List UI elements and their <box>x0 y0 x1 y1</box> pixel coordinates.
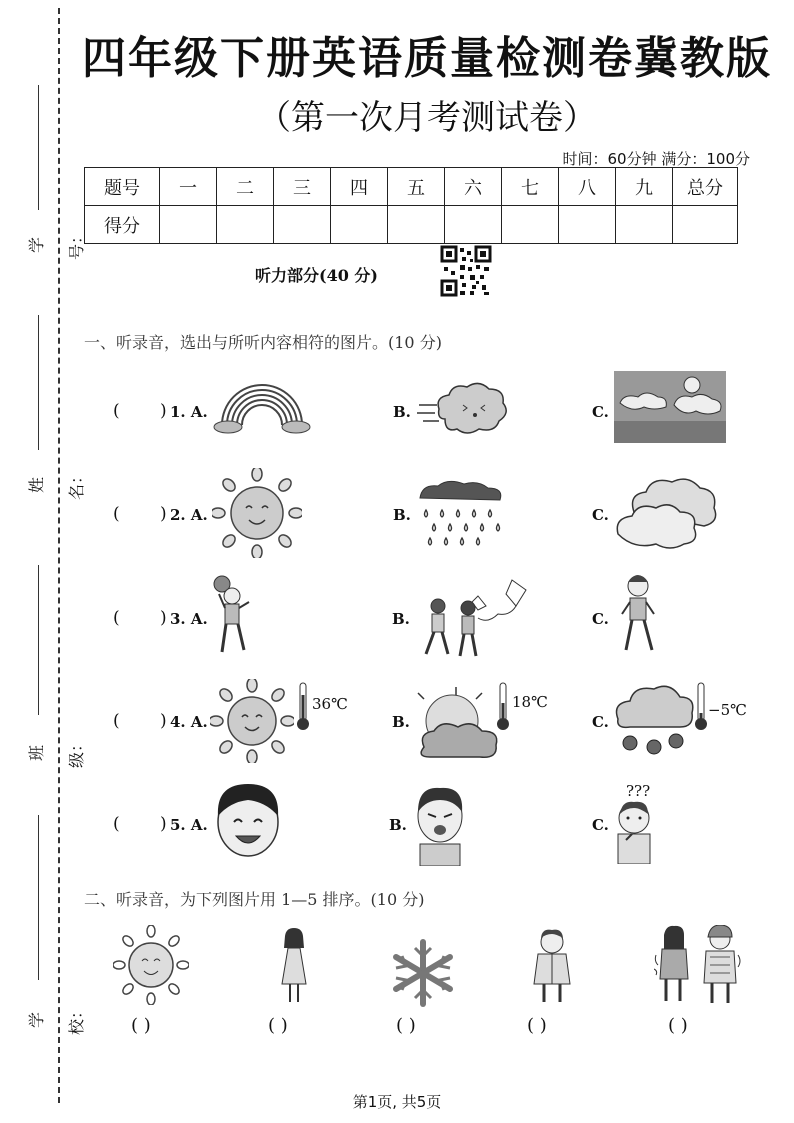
section1-title: 一、听录音，选出与所听内容相符的图片。(10 分) <box>84 333 442 352</box>
boy-coat-icon <box>528 928 576 1006</box>
score-header-cell: 总分 <box>673 168 738 206</box>
listening-heading: 听力部分(40 分) <box>255 266 378 285</box>
rain-cloud-icon <box>414 478 506 550</box>
option-c-label: C. <box>592 506 609 524</box>
option-b-label: B. <box>393 506 411 524</box>
thermometer-icon <box>694 681 708 731</box>
option-b-label: B. <box>393 403 411 421</box>
qr-code-icon[interactable] <box>440 245 492 297</box>
thermometer-icon <box>496 681 510 731</box>
sun-icon <box>113 925 189 1005</box>
score-cell[interactable] <box>445 206 502 244</box>
page-subtitle: （第一次月考测试卷） <box>257 98 597 138</box>
boy-confused-icon <box>612 800 656 864</box>
score-cell[interactable] <box>217 206 274 244</box>
section2-title: 二、听录音，为下列图片用 1—5 排序。(10 分) <box>84 890 425 909</box>
girl-dress-icon <box>280 928 308 1006</box>
score-cell[interactable] <box>331 206 388 244</box>
score-header-cell: 六 <box>445 168 502 206</box>
snow-cloud-icon <box>612 679 696 759</box>
question-number: 1. A. <box>170 403 208 421</box>
option-b-label: B. <box>392 610 410 628</box>
score-header-cell: 九 <box>616 168 673 206</box>
option-c-label: C. <box>592 403 609 421</box>
page-title: 四年级下册英语质量检测卷冀教版 <box>82 33 772 84</box>
score-cell[interactable] <box>616 206 673 244</box>
sunny-cloud-landscape-icon <box>614 371 726 443</box>
page-footer: 第1页, 共5页 <box>352 1093 442 1111</box>
score-cell[interactable] <box>388 206 445 244</box>
score-table-header-row <box>85 168 738 206</box>
question-number: 4. A. <box>170 713 208 731</box>
answer-paren-open[interactable]: ( <box>113 711 120 731</box>
name-label: 姓名： <box>27 467 86 500</box>
exam-meta: 时间：60分钟 满分：100分 <box>562 150 750 168</box>
temperature-label: 18℃ <box>512 693 548 711</box>
answer-paren-close: ) <box>160 504 167 524</box>
question-number: 5. A. <box>170 816 208 834</box>
answer-paren-close: ) <box>160 401 167 421</box>
wind-cloud-icon <box>415 379 515 439</box>
question-row <box>0 365 794 455</box>
score-header-cell: 五 <box>388 168 445 206</box>
sun-icon <box>212 468 302 558</box>
question-row <box>0 778 794 868</box>
kids-winter-icon <box>654 925 742 1007</box>
answer-paren-open[interactable]: ( <box>113 504 120 524</box>
score-header-cell: 题号 <box>85 168 160 206</box>
question-row <box>0 675 794 765</box>
score-header-cell: 二 <box>217 168 274 206</box>
score-row-label: 得分 <box>85 206 160 244</box>
option-b-label: B. <box>389 816 407 834</box>
question-row <box>0 572 794 662</box>
answer-paren-close: ) <box>160 814 167 834</box>
score-cell[interactable] <box>559 206 616 244</box>
student-id-label: 学号： <box>27 227 86 260</box>
score-table <box>84 167 738 244</box>
score-cell[interactable] <box>502 206 559 244</box>
score-header-cell: 八 <box>559 168 616 206</box>
school-label: 学校： <box>27 1002 86 1035</box>
option-b-label: B. <box>392 713 410 731</box>
sun-cloud-icon <box>408 685 504 761</box>
score-table-score-row <box>85 206 738 244</box>
boy-smiling-icon <box>212 778 284 864</box>
answer-paren-close: ) <box>160 711 167 731</box>
order-answer-blank[interactable]: ( ) <box>527 1015 547 1036</box>
score-cell[interactable] <box>274 206 331 244</box>
option-c-label: C. <box>592 713 609 731</box>
answer-paren-close: ) <box>160 608 167 628</box>
clouds-icon <box>614 472 724 552</box>
side-field-student-id <box>8 85 86 285</box>
sun-thermometer-icon <box>210 679 294 763</box>
option-c-label: C. <box>592 610 609 628</box>
boy-walking-icon <box>614 572 664 658</box>
score-header-cell: 四 <box>331 168 388 206</box>
score-header-cell: 三 <box>274 168 331 206</box>
snowflake-icon <box>388 938 458 1008</box>
thermometer-icon <box>296 681 310 731</box>
score-header-cell: 七 <box>502 168 559 206</box>
kids-kite-icon <box>416 576 536 662</box>
option-c-label: C. <box>592 816 609 834</box>
question-number: 2. A. <box>170 506 208 524</box>
question-row <box>0 468 794 558</box>
answer-paren-open[interactable]: ( <box>113 401 120 421</box>
order-answer-blank[interactable]: ( ) <box>396 1015 416 1036</box>
question-number: 3. A. <box>170 610 208 628</box>
score-cell[interactable] <box>673 206 738 244</box>
boy-sick-icon <box>410 782 472 866</box>
order-answer-blank[interactable]: ( ) <box>268 1015 288 1036</box>
score-cell[interactable] <box>160 206 217 244</box>
question-marks: ??? <box>626 782 651 800</box>
class-label: 班级： <box>27 735 86 768</box>
order-answer-blank[interactable]: ( ) <box>668 1015 688 1036</box>
temperature-label: 36℃ <box>312 695 348 713</box>
answer-paren-open[interactable]: ( <box>113 608 120 628</box>
score-header-cell: 一 <box>160 168 217 206</box>
student-id-line <box>38 85 39 210</box>
boy-basketball-icon <box>208 574 254 658</box>
answer-paren-open[interactable]: ( <box>113 814 120 834</box>
rainbow-icon <box>212 373 312 435</box>
order-answer-blank[interactable]: ( ) <box>131 1015 151 1036</box>
temperature-label: −5℃ <box>708 701 747 719</box>
